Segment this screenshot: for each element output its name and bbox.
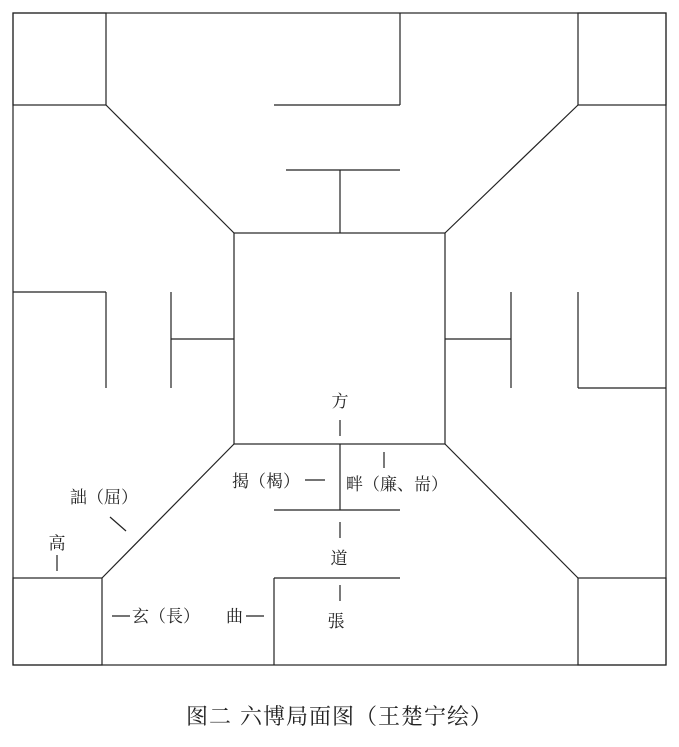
corner-square-bottom-right xyxy=(578,578,666,665)
label-zuo: 畔（廉、耑） xyxy=(346,475,448,495)
corner-square-top-left xyxy=(13,13,106,105)
label-jie: 揭（楬） xyxy=(232,472,300,492)
center-square xyxy=(234,233,445,444)
leader-jue xyxy=(110,517,126,531)
diagonal-top-left xyxy=(106,105,234,233)
label-xuan: 玄（長） xyxy=(132,607,200,627)
label-gao: 高 xyxy=(48,534,66,554)
label-jue: 詘（屈） xyxy=(70,488,138,508)
corner-square-bottom-left xyxy=(13,578,102,665)
corner-square-top-right xyxy=(578,13,666,105)
label-dao: 道 xyxy=(330,549,348,569)
diagonal-bottom-left xyxy=(102,444,234,578)
label-fang: 方 xyxy=(331,392,349,412)
label-qu: 曲 xyxy=(226,607,243,627)
diagonal-top-right xyxy=(445,105,578,233)
figure-caption: 图二 六博局面图（王楚宁绘） xyxy=(186,705,493,730)
diagonal-bottom-right xyxy=(445,444,578,578)
label-zhang: 張 xyxy=(327,612,345,632)
